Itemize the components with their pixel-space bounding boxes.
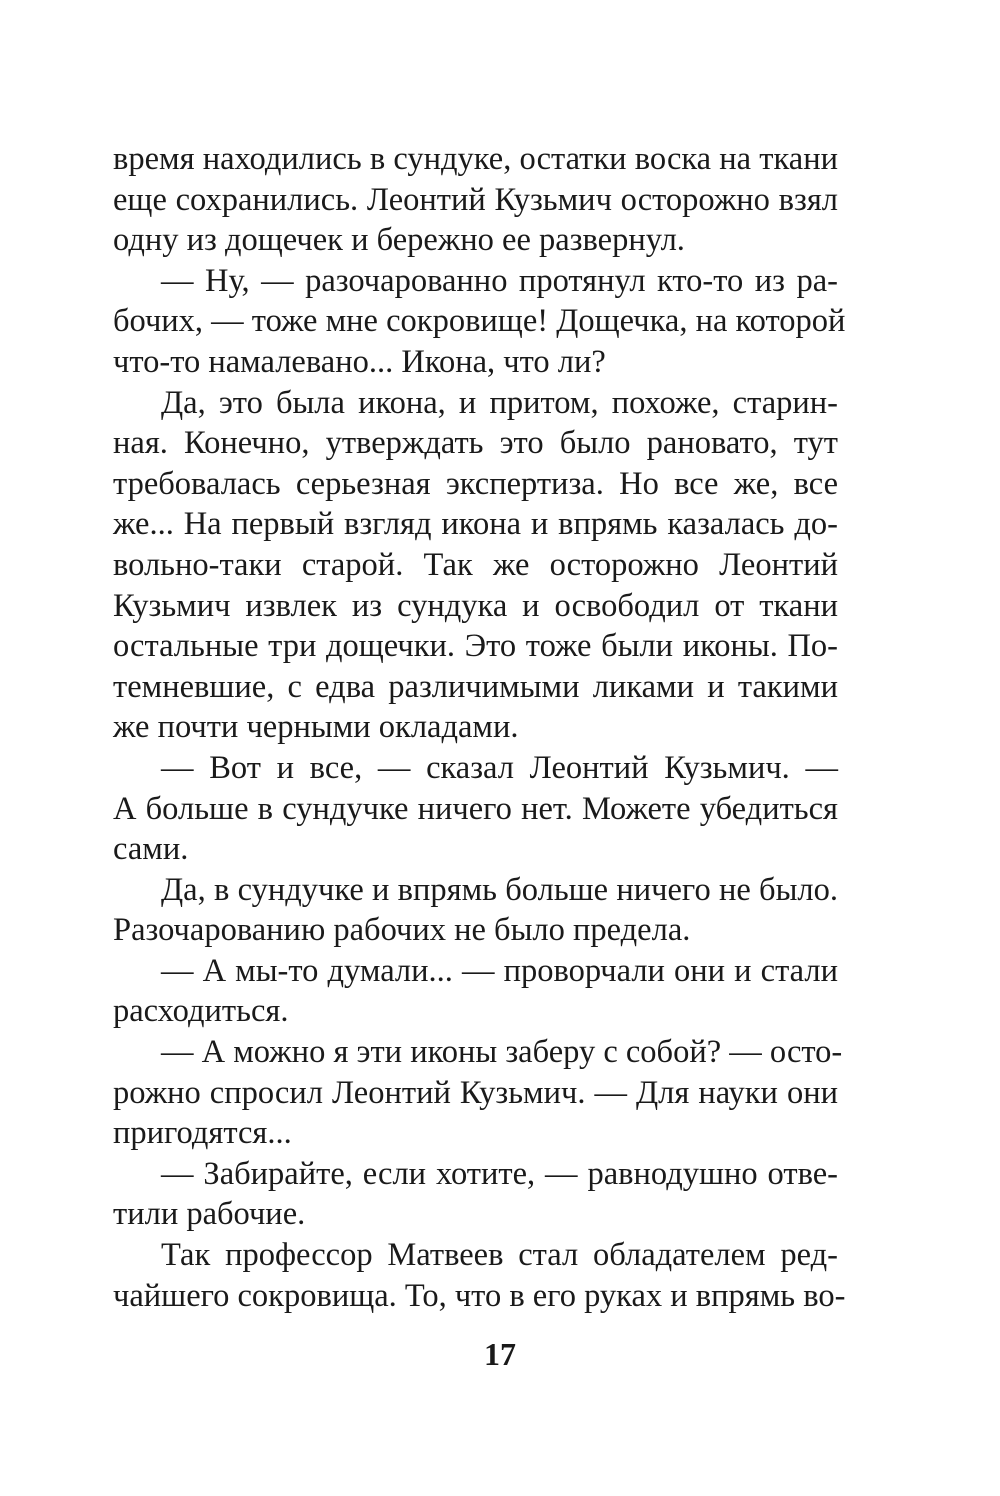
body-text: [113, 139, 846, 1316]
text-line: же... На первый взгляд икона и впрямь казалась до-: [113, 506, 838, 543]
text-line: чайшего сокровища. То, что в его руках и впрямь во-: [113, 1277, 846, 1314]
text-line: остальные три дощечки. Это тоже были иконы. По-: [113, 628, 838, 665]
text-line: бочих, — тоже мне сокровище! Дощечка, на которой: [113, 303, 846, 340]
text-line: вольно-таки старой. Так же осторожно Леонтий: [113, 546, 838, 583]
text-line: что-то намалевано... Икона, что ли?: [113, 343, 606, 380]
page-number: 17: [484, 1336, 516, 1372]
text-line: Кузьмич извлек из сундука и освободил от ткани: [113, 587, 838, 624]
text-line: — А можно я эти иконы заберу с собой? — осто-: [161, 1034, 843, 1071]
text-line: Да, это была икона, и притом, похоже, старин-: [161, 384, 838, 421]
text-line: темневшие, с едва различимыми ликами и такими: [113, 668, 838, 705]
text-line: Так профессор Матвеев стал обладателем ред-: [161, 1237, 838, 1274]
text-line: еще сохранились. Леонтий Кузьмич осторожно взял: [113, 181, 838, 218]
text-line: одну из дощечек и бережно ее развернул.: [113, 222, 685, 259]
text-line: — Забирайте, если хотите, — равнодушно отве-: [161, 1155, 838, 1192]
text-line: сами.: [113, 831, 189, 868]
text-line: — А мы-то думали... — проворчали они и стали: [161, 952, 838, 989]
text-line: же почти черными окладами.: [113, 709, 519, 746]
text-line: — Ну, — разочарованно протянул кто-то из ра-: [161, 262, 838, 299]
text-line: тили рабочие.: [113, 1196, 306, 1233]
text-line: ная. Конечно, утверждать это было рановато, тут: [113, 425, 838, 462]
text-line: расходиться.: [113, 993, 289, 1030]
text-line: время находились в сундуке, остатки воска на ткани: [113, 141, 838, 177]
text-line: Да, в сундучке и впрямь больше ничего не было.: [161, 871, 838, 908]
text-line: пригодятся...: [113, 1115, 292, 1152]
text-line: — Вот и все, — сказал Леонтий Кузьмич. —: [161, 749, 838, 786]
text-line: требовалась серьезная экспертиза. Но все же, все: [113, 465, 838, 502]
text-line: рожно спросил Леонтий Кузьмич. — Для науки они: [113, 1074, 838, 1111]
text-line: Разочарованию рабочих не было предела.: [113, 912, 691, 949]
text-line: А больше в сундучке ничего нет. Можете убедиться: [113, 790, 838, 827]
